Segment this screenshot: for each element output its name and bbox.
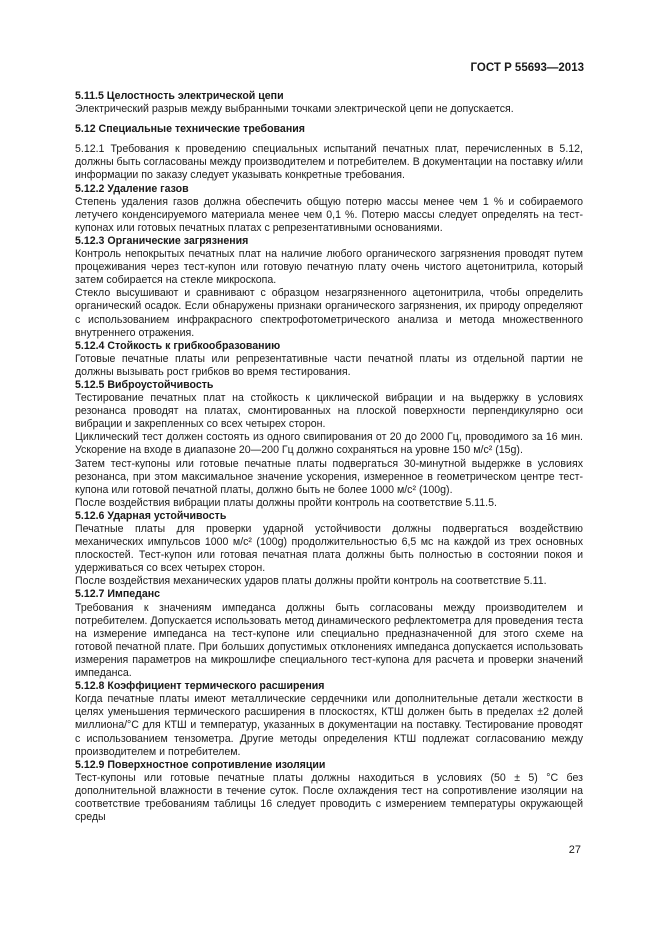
section-heading: 5.12 Специальные технические требования xyxy=(75,123,305,136)
section-heading: 5.12.5 Виброустойчивость xyxy=(75,378,214,391)
paragraph: Стекло высушивают и сравнивают с образцом незагрязненного ацетонитрила, чтобы определить органический осадок. Если обнаружены признаки органического загрязнения, их природу определяют с использованием инфракрасного спектрофотометрического анализа и метода множественного внутреннего отражения. xyxy=(75,287,583,339)
paragraph: Степень удаления газов должна обеспечить общую потерю массы менее чем 1 % и собираемого летучего конденсируемого материала менее чем 0,1 %. Потерю массы следует определять на тест-купонах или готовых печатных платах с репрезентативными основаниями. xyxy=(75,195,583,234)
section-heading: 5.12.6 Ударная устойчивость xyxy=(75,509,227,522)
paragraph: Контроль непокрытых печатных плат на наличие любого органического загрязнения проводят путем процеживания через тест-купон или готовую печатную плату очень чистого ацетонитрила, который затем собирается на стекле микроскопа. xyxy=(75,248,583,287)
paragraph: Затем тест-купоны или готовые печатные платы подвергаться 30-минутной выдержке в условиях резонанса, при этом максимальное значение ускорения, измеренное в геометрическом центре тест-купона или готовой печатной платы, должно быть не более 1000 м/с² (100g). xyxy=(75,457,583,496)
page-number: 27 xyxy=(568,844,581,856)
paragraph: 5.12.1 Требования к проведению специальных испытаний печатных плат, перечисленных в 5.12, должны быть согласованы между производителем и потребителем. В документации на поставку и/или информации по заказу следует указывать конкретные требования. xyxy=(75,143,583,182)
section-heading: 5.12.2 Удаление газов xyxy=(75,182,189,195)
paragraph: Печатные платы для проверки ударной устойчивости должны подвергаться воздействию механических импульсов 1000 м/с² (100g) продолжительностью 6,5 мс на каждой из трех основных плоскостей. Тест-купон или готовая печатная плата должны быть полностью в состоянии покоя и удерживаться со всех четырех сторон. xyxy=(75,523,583,575)
paragraph: После воздействия механических ударов платы должны пройти контроль на соответствие 5.11. xyxy=(75,575,547,588)
section-heading: 5.11.5 Целостность электрической цепи xyxy=(75,90,284,102)
paragraph: Требования к значениям импеданса должны быть согласованы между производителем и потребителем. Допускается использовать метод динамического рефлектометра для проведения теста на измерение импеданса на тест-купоне или специально предназначенной для этого схеме на готовой печатной плате. При больших допустимых отклонениях импеданса допускается использовать измерения параметров на микрошлифе специального тест-купона для расчета и проверки значений импеданса. xyxy=(75,601,583,680)
section-heading: 5.12.8 Коэффициент термического расширения xyxy=(75,680,325,693)
paragraph: После воздействия вибрации платы должны пройти контроль на соответствие 5.11.5. xyxy=(75,496,497,509)
paragraph: Электрический разрыв между выбранными точками электрической цепи не допускается. xyxy=(75,103,514,116)
paragraph: Тест-купоны или готовые печатные платы должны находиться в условиях (50 ± 5) °С без дополнительной влажности в течение суток. После охлаждения тест на сопротивление изоляции на соответствие требованиям таблицы 16 следует проводить с измерением температуры окружающей среды xyxy=(75,771,583,824)
paragraph: Тестирование печатных плат на стойкость к циклической вибрации и на выдержку в условиях резонанса проводят на платах, смонтированных на плоской поверхности перпендикулярно оси вибрации и закрепленных со всех четырех сторон. xyxy=(75,392,583,431)
standard-designation: ГОСТ Р 55693—2013 xyxy=(470,62,584,74)
section-heading: 5.12.9 Поверхностное сопротивление изоляции xyxy=(75,758,326,771)
paragraph: Готовые печатные платы или репрезентативные части печатной платы из отдельной партии не должны вызывать рост грибков во время тестирования. xyxy=(75,352,583,378)
document-body xyxy=(75,90,583,824)
spacer xyxy=(75,136,583,143)
section-heading: 5.12.4 Стойкость к грибкообразованию xyxy=(75,339,281,352)
section-heading: 5.12.3 Органические загрязнения xyxy=(75,234,249,247)
section-heading: 5.12.7 Импеданс xyxy=(75,588,161,601)
paragraph: Когда печатные платы имеют металлические сердечники или дополнительные детали жесткости в целях уменьшения термического расширения в плоскостях, КТШ должен быть в пределах ±2 долей миллиона/°С для КТШ и температур, указанных в документации на поставку. Тестирование проводят с использованием тензометра. Другие методы определения КТШ подлежат согласованию между производителем и потребителем. xyxy=(75,693,583,758)
spacer xyxy=(75,116,583,123)
paragraph: Циклический тест должен состоять из одного свипирования от 20 до 2000 Гц, проводимого за 16 мин. Ускорение на входе в диапазоне 20—200 Гц должно сохраняться на уровне 150 м/с² (15g). xyxy=(75,431,583,457)
